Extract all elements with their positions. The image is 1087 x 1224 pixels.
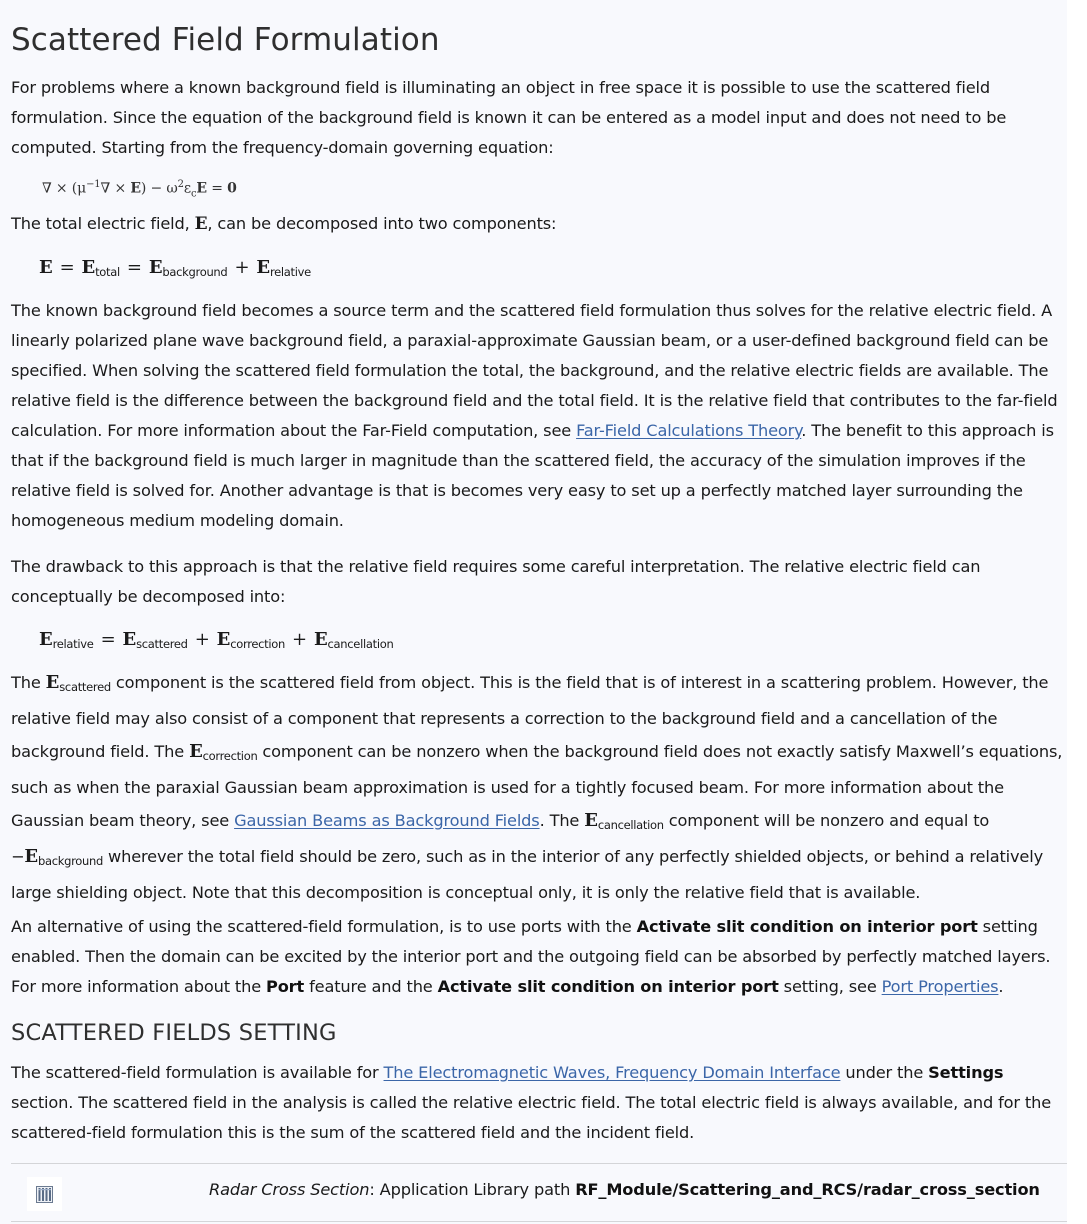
far-field-theory-link[interactable]: Far-Field Calculations Theory [576, 421, 802, 440]
port-properties-link[interactable]: Port Properties [881, 977, 999, 996]
intro-paragraph: For problems where a known background field is illuminating an object in free space it is possible to use the scattered field formulation. Since the equation of the background field is known it can be entered as a model input and does not need to be computed. Starting from the frequency-domain governing equation: [11, 78, 1007, 157]
background-field-paragraph: The known background field becomes a source term and the scattered field formulation thus solves for the relative electric field. A linearly polarized plane wave background field, a paraxial-approximate Gaussian beam, or a user-defined background field can be specified. When solving the scattered field formulation the total, the background, and the relative electric fields are available. The relative field is the difference between the background field and the total field. It is the relative field that contributes to the far-field calculation. For more information about the Far-Field computation, see Far-Field Calculations Theory. The benefit to this approach is that if the background field is much larger in magnitude than the scattered field, the accuracy of the simulation improves if the relative field is solved for. Another advantage is that is becomes very easy to set up a perfectly matched layer surrounding the homogeneous medium modeling domain. [11, 301, 1058, 530]
section-heading: SCATTERED FIELDS SETTING [11, 1020, 337, 1046]
library-books-icon [36, 1186, 53, 1203]
settings-paragraph: The scattered-field formulation is available for The Electromagnetic Waves, Frequency Domain Interface under the Settings section. The scattered field in the analysis is called the relative electric field. The total electric field is always available, and for the scattered-field formulation this is the sum of the scattered field and the incident field. [11, 1063, 1052, 1142]
gaussian-beams-link[interactable]: Gaussian Beams as Background Fields [234, 810, 540, 830]
divider-bottom [11, 1221, 1067, 1222]
alternative-paragraph: An alternative of using the scattered-field formulation, is to use ports with the Activate slit condition on interior port setting enabled. Then the domain can be excited by the interior port and the outgoing field can be absorbed by perfectly matched layers. For more information about the Port feature and the Activate slit condition on interior port setting, see Port Properties. [11, 917, 1051, 996]
total-field-paragraph: The total electric field, E, can be decomposed into two components: [11, 214, 557, 234]
application-library-path: Radar Cross Section: Application Library path RF_Module/Scattering_and_RCS/radar_cross_section [209, 1180, 1040, 1199]
field-decomposition-equation: $E = E_{total} = E_{background} + E_{relative}$ [39, 257, 311, 279]
components-paragraph: The $E_{scattered}$ component is the scattered field from object. This is the field that is of interest in a scattering problem. However, the relative field may also consist of a component that represents a correction to the background field and a cancellation of the background field. The $E_{correction}$ component can be nonzero when the background field does not exactly satisfy Maxwell’s equations, such as when the paraxial Gaussian beam approximation is used for a tightly focused beam. For more information about the Gaussian beam theory, see Gaussian Beams as Background Fields. The $E_{cancellation}$ component will be nonzero and equal to $-E_{background}$ wherever the total field should be zero, such as in the interior of any perfectly shielded objects, or behind a relatively large shielding object. Note that this decomposition is conceptual only, it is only the relative field that is available. [11, 672, 1063, 903]
emw-interface-link[interactable]: The Electromagnetic Waves, Frequency Domain Interface [383, 1063, 841, 1082]
drawback-paragraph: The drawback to this approach is that the relative field requires some careful interpretation. The relative electric field can conceptually be decomposed into: [11, 557, 981, 606]
divider-top [11, 1163, 1067, 1164]
governing-equation: ∇ × $(\mu^{-1}\nabla \times E) - \omega^2\varepsilon_cE = 0$ [42, 179, 237, 200]
relative-field-equation: $E_{relative} = E_{scattered} + E_{correction} + E_{cancellation}$ [39, 629, 394, 651]
page-title: Scattered Field Formulation [11, 22, 440, 58]
application-library-icon [27, 1177, 62, 1211]
